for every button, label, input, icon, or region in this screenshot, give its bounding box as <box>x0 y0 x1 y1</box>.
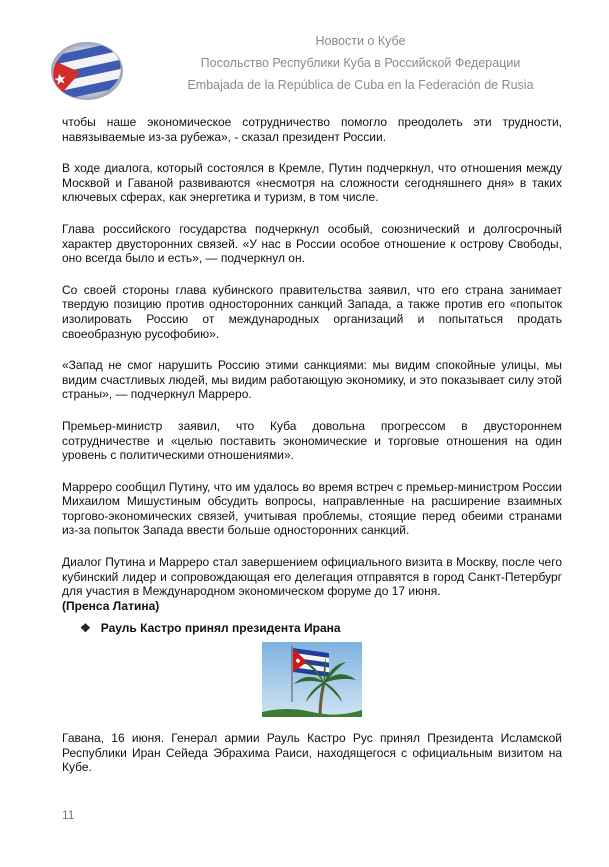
paragraph: Глава российского государства подчеркнул особый, союзнический и долгосрочный характер двусторонних связей. «У нас в России особое отношение к острову Свободы, оно всегда было и есть», — подчеркнул он. <box>62 221 562 266</box>
paragraph: Марреро сообщил Путину, что им удалось во время встреч с премьер-министром России Михаилом Мишустиным обсудить вопросы, направленные на расширение взаимных торгово-экономических связей, учитывая проблемы, стоящие перед обеими странами из-за попыток Запада ввести больше односторонних санкций. <box>62 479 562 538</box>
article-body <box>62 115 562 792</box>
paragraph: «Запад не смог нарушить Россию этими санкциями: мы видим спокойные улицы, мы видим счастливых людей, мы видим работающую экономику, и это показывает силу этой страны», — подчеркнул Марреро. <box>62 358 562 402</box>
page-number: 11 <box>62 808 75 822</box>
cuban-flag-palm-photo-icon <box>262 642 362 717</box>
news-headline <box>80 621 562 636</box>
page-header <box>0 0 609 110</box>
paragraph: чтобы наше экономическое сотрудничество помогло преодолеть эти трудности, навязываемые из-за рубежа», - сказал президент России. <box>62 115 562 144</box>
paragraph: Со своей стороны глава кубинского правительства заявил, что его страна занимает твердую позицию против односторонних санкций Запада, а также против его «попыток изолировать Россию от международных организаций и попытаться продать своеобразную русофобию». <box>62 282 562 341</box>
paragraph: Гавана, 16 июня. Генерал армии Рауль Кастро Рус принял Президента Исламской Республики Иран Сейеда Эбрахима Раиси, находящегося с официальным визитом на Кубе. <box>62 731 562 775</box>
paragraph: Премьер-министр заявил, что Куба довольна прогрессом в двустороннем сотрудничестве и «целью поставить экономические и торговые отношения на один уровень с политическими отношениями». <box>62 418 562 463</box>
header-title: Новости о Кубе <box>315 34 406 48</box>
source-label: (Пренса Латина) <box>62 598 160 613</box>
paragraph: В ходе диалога, который состоялся в Кремле, Путин подчеркнул, что отношения между Москвой и Гаваной развиваются «несмотря на сложности сегодняшнего дня» в таких ключевых сферах, как энергетика и туризм, в том числе. <box>62 161 562 205</box>
header-embassy-es: Embajada de la República de Cuba en la Federación de Rusia <box>187 78 534 92</box>
headline-text: Рауль Кастро принял президента Ирана <box>100 621 341 636</box>
diamond-bullet-icon: ❖ <box>80 621 91 636</box>
header-embassy-ru: Посольство Республики Куба в Российской Федерации <box>200 56 521 70</box>
paragraph-with-source <box>62 555 562 613</box>
paragraph: Диалог Путина и Марреро стал завершением официального визита в Москву, после чего кубинский лидер и сопровождающая его делегация отправятся в город Санкт-Петербург для участия в Международном экономическом форуме до 17 июня. <box>62 555 562 599</box>
